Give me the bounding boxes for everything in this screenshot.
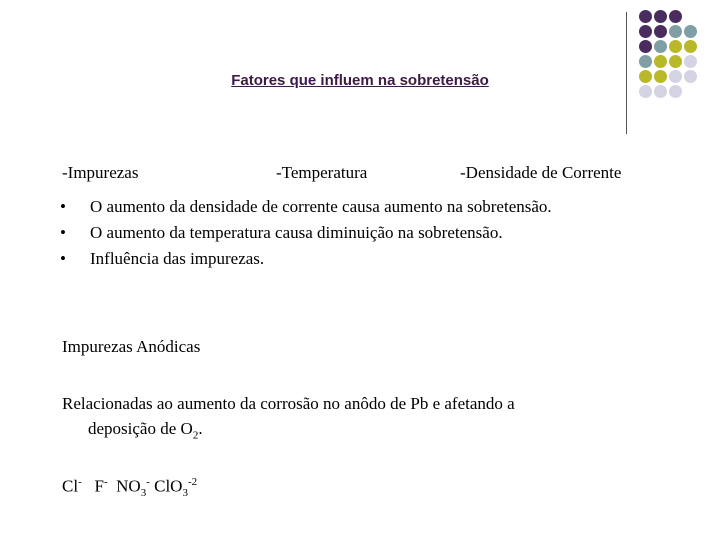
decorative-dot [669,40,682,53]
decorative-dot [669,25,682,38]
subscript: 3 [182,487,188,500]
decorative-dot [639,40,652,53]
bullet-icon: • [60,197,66,216]
bullet-text: Influência das impurezas. [90,249,265,268]
decorative-dot [654,70,667,83]
decorative-dot [654,25,667,38]
decorative-dot [639,70,652,83]
factor-temperature: -Temperatura [276,163,368,182]
factor-impurities: -Impurezas [62,163,139,182]
ion-nitrate: NO [116,476,141,496]
list-item [58,194,552,220]
subscript: 2 [192,429,199,442]
ion-chlorate: ClO [154,476,183,496]
list-item [58,220,552,246]
subheading: Impurezas Anódicas [62,337,201,356]
decorative-dot [639,85,652,98]
decorative-dot [654,40,667,53]
list-item [58,246,552,272]
decorative-dot [684,40,697,53]
decorative-dot [639,55,652,68]
paragraph-line-2 [88,419,203,441]
bullet-text: O aumento da temperatura causa diminuição na sobretensão. [90,223,503,242]
decorative-divider [626,12,627,134]
bullet-text: O aumento da densidade de corrente causa aumento na sobretensão. [90,197,552,216]
bullet-list [58,194,552,272]
decorative-dot [654,85,667,98]
slide-title [0,72,720,89]
decorative-dot [669,70,682,83]
decorative-dot [654,10,667,23]
bullet-icon: • [60,249,66,268]
decorative-dot [684,70,697,83]
bullet-icon: • [60,223,66,242]
charge: - [78,476,82,488]
charge: - [146,476,150,488]
paragraph-text: deposição de O [88,419,193,438]
decorative-dot [669,10,682,23]
charge: -2 [187,476,198,488]
decorative-dot [684,55,697,68]
ion-chloride: Cl [62,476,79,496]
decorative-dot [639,25,652,38]
ion-list [62,476,197,499]
decorative-dot [669,85,682,98]
decorative-dot [684,25,697,38]
decorative-dot [654,55,667,68]
decorative-dot [639,10,652,23]
paragraph-line-1: Relacionadas ao aumento da corrosão no anôdo de Pb e afetando a [62,394,515,413]
paragraph-text: . [198,419,203,438]
decorative-dot [669,55,682,68]
charge: - [103,476,108,488]
ion-fluoride: F [94,476,104,496]
factor-current-density: -Densidade de Corrente [460,163,622,182]
slide-title-text: Fatores que influem na sobretensão [231,72,489,89]
subscript: 3 [140,487,147,500]
